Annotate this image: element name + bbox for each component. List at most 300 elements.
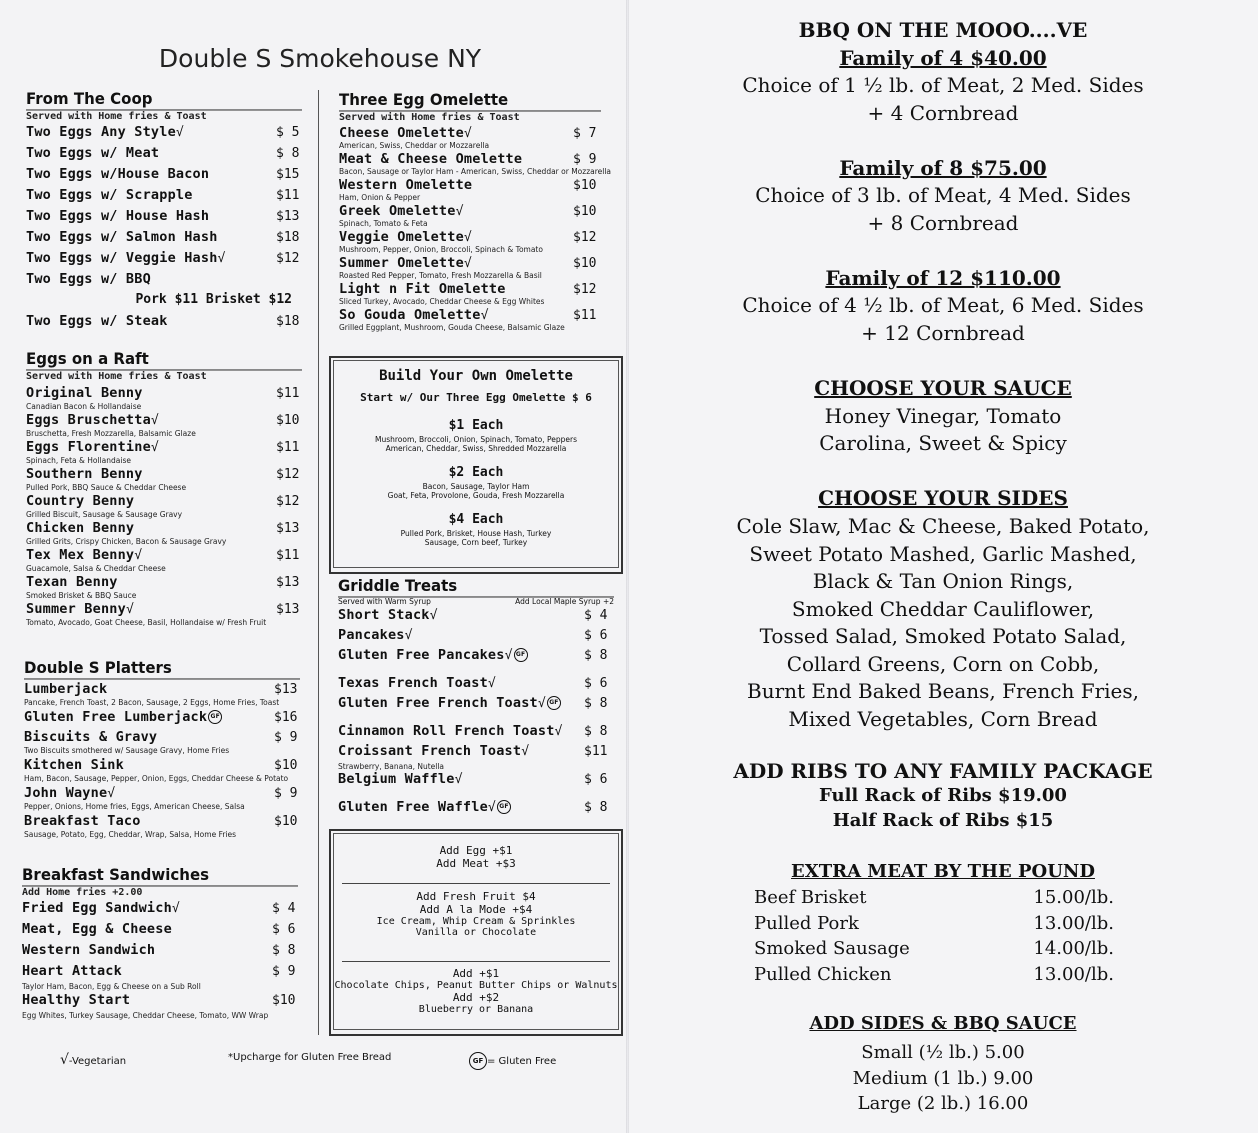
item-price: $13 [276,209,300,224]
item-name-wrap [339,125,472,141]
menu-item [24,729,300,755]
item-description: Smoked Brisket & BBQ Sauce [26,591,137,600]
byo-tier2-a: Bacon, Sausage, Taylor Ham [422,482,530,491]
item-name-wrap [26,187,193,203]
item-name-wrap [22,900,180,916]
addon-fruit: Add Fresh Fruit $4 [416,890,536,903]
size-option: Large (2 lb.) 16.00 [857,1093,1029,1114]
vegetarian-icon: √ [107,786,116,801]
meat-name: Beef Brisket [754,887,867,908]
vegetarian-icon: √ [125,602,134,617]
menu-item-row [26,145,302,166]
meat-price: 13.00/lb. [1033,963,1114,985]
item-name: Two Eggs Any Style [26,124,176,140]
menu-item [339,229,601,254]
ribs-heading: ADD RIBS TO ANY FAMILY PACKAGE [733,759,1153,783]
item-price: $15 [276,167,300,182]
item-name: Healthy Start [22,992,131,1008]
item-name-wrap [339,151,522,167]
item-name: Two Eggs w/ Veggie Hash [26,250,218,266]
item-name-wrap [26,547,142,563]
menu-item-row [24,681,300,699]
item-name: Eggs Bruschetta [26,412,151,428]
sides-heading: CHOOSE YOUR SIDES [818,486,1068,510]
menu-item-row [22,942,298,962]
item-name-wrap [339,229,472,245]
item-name-wrap [26,250,226,266]
item-price: $10 [274,758,298,773]
vegetarian-icon: √ [487,800,496,815]
bbq-options: Pork $11 Brisket $12 [135,292,292,307]
item-name-wrap [338,627,413,643]
meat-row [754,913,1114,939]
item-name-wrap [26,385,143,401]
menu-item-row [26,466,302,484]
vegetarian-icon: √ [537,696,546,711]
item-name: Biscuits & Gravy [24,729,158,745]
maple-syrup-note: Add Local Maple Syrup +2 [515,597,614,606]
vegetarian-icon: √ [60,1052,69,1068]
menu-item [26,601,302,627]
item-name-wrap [22,992,130,1008]
item-price: $ 6 [584,628,608,643]
item-description: Sausage, Potato, Egg, Cheddar, Wrap, Salsa, Home Fries [24,830,237,839]
addon-a-la-mode-flavors: Vanilla or Chocolate [415,927,537,938]
item-description: Spinach, Feta & Hollandaise [26,456,131,465]
menu-item-row [338,607,614,627]
vegetarian-icon: √ [463,256,472,271]
item-description: Grilled Biscuit, Sausage & Sausage Gravy [26,510,183,519]
item-name-wrap [26,208,209,224]
menu-item-row [26,250,302,271]
meat-name: Smoked Sausage [754,938,910,959]
item-description: Sliced Turkey, Avocado, Cheddar Cheese & Egg Whites [339,297,545,306]
byo-start: Start w/ Our Three Egg Omelette $ 6 [360,391,592,404]
vegetarian-icon: √ [480,308,489,323]
menu-item-row [339,307,601,324]
meat-row [754,887,1114,913]
item-price: $12 [276,467,300,482]
item-price: $11 [276,548,300,563]
menu-item-row [338,695,614,715]
item-description: Canadian Bacon & Hollandaise [26,402,142,411]
family-8-line2: + 8 Cornbread [867,211,1019,235]
byo-tier1-a: Mushroom, Broccoli, Onion, Spinach, Tomato, Peppers [374,435,578,444]
item-name: Lumberjack [24,681,108,697]
item-price: $ 4 [272,901,296,916]
item-name: Cinnamon Roll French Toast [338,723,555,739]
menu-item-row [338,647,614,667]
item-name: Two Eggs w/House Bacon [26,166,210,182]
menu-item [26,124,302,145]
extra-meat-heading: EXTRA MEAT BY THE POUND [791,861,1095,882]
meat-row [754,938,1114,964]
item-name: Belgium Waffle [338,771,455,787]
vegetarian-icon: √ [404,628,413,643]
menu-item [24,709,300,727]
item-name-wrap [26,520,134,536]
menu-item [26,250,302,271]
side-option: Cole Slaw, Mac & Cheese, Baked Potato, [736,514,1150,538]
meat-price: 15.00/lb. [1033,887,1114,908]
menu-item [26,466,302,492]
item-name: Tex Mex Benny [26,547,135,563]
gluten-free-icon: GF [547,696,561,710]
item-name-wrap [338,607,438,623]
section-heading: Double S Platters [24,659,300,680]
item-name: Cheese Omelette [339,125,464,141]
legend-gluten-bread: *Upcharge for Gluten Free Bread [228,1052,392,1063]
side-option: Mixed Vegetables, Corn Bread [788,706,1098,731]
item-price: $ 9 [573,152,597,167]
side-option: Tossed Salad, Smoked Potato Salad, [759,624,1127,648]
item-description: Tomato, Avocado, Goat Cheese, Basil, Hollandaise w/ Fresh Fruit [26,618,267,627]
sauce-heading: CHOOSE YOUR SAUCE [814,376,1072,400]
menu-item [338,647,614,667]
item-name: Short Stack [338,607,430,623]
item-name: Eggs Florentine [26,439,151,455]
menu-item [338,743,614,771]
menu-item [26,145,302,166]
item-price: $10 [573,256,597,271]
menu-item [26,493,302,519]
item-name-wrap [338,771,463,787]
family-12-line2: + 12 Cornbread [861,321,1025,345]
vegetarian-icon: √ [217,251,226,266]
legend-gluten-free: GF = Gluten Free [468,1052,556,1070]
menu-item [26,313,302,335]
sides-list [628,513,1258,733]
menu-item [26,229,302,250]
bbq-page [628,0,1258,1133]
menu-item-row [339,125,601,142]
menu-item-row [22,963,298,983]
item-name: Western Omelette [339,177,473,193]
item-name: Croissant French Toast [338,743,522,759]
family-12-heading: Family of 12 $110.00 [825,266,1061,290]
menu-item-row [338,771,614,791]
item-price: $ 4 [584,608,608,623]
item-description: Egg Whites, Turkey Sausage, Cheddar Cheese, Tomato, WW Wrap [22,1011,269,1020]
item-name-wrap [24,785,115,801]
menu-item [22,992,298,1020]
item-price: $12 [573,282,597,297]
menu-item [26,520,302,546]
item-price: $ 8 [276,146,300,161]
meat-row [754,964,1114,990]
item-description: Taylor Ham, Bacon, Egg & Cheese on a Sub Roll [22,982,201,991]
item-name-wrap [26,574,118,590]
menu-item [26,208,302,229]
item-description: Pepper, Onions, Home fries, Eggs, American Cheese, Salsa [24,802,245,811]
item-price: $ 9 [274,786,298,801]
size-list [628,1040,1258,1117]
byo-tier2: $2 Each [448,465,504,480]
menu-item [22,963,298,991]
addon-a-la-mode-desc: Ice Cream, Whip Cream & Sprinkles [376,916,576,927]
item-name: Chicken Benny [26,520,135,536]
item-name-wrap [24,813,141,829]
item-name-wrap [26,124,184,140]
item-name: Kitchen Sink [24,757,124,773]
item-name-wrap [24,681,107,697]
menu-item-row [339,177,601,194]
meat-price: 13.00/lb. [1033,912,1114,934]
section-eggs-on-a-raft [26,350,302,628]
item-name-wrap [339,177,472,193]
gluten-free-icon: GF [497,800,511,814]
omelette-items [339,125,612,332]
coop-items [26,124,302,292]
item-price: $10 [274,814,298,829]
item-price: $11 [276,188,300,203]
item-name-wrap [24,709,222,725]
bbq-title: BBQ ON THE MOOO....VE [798,18,1088,42]
menu-item-row [24,785,300,803]
menu-item [24,757,300,783]
restaurant-title: Double S Smokehouse NY [158,44,482,73]
menu-item-row [26,229,302,250]
item-price: $ 7 [573,126,597,141]
section-heading: Griddle Treats [338,577,614,598]
section-heading: From The Coop [26,90,302,111]
item-price: $13 [276,521,300,536]
item-price: $11 [276,440,300,455]
item-price: $13 [276,575,300,590]
item-price: $13 [274,682,298,697]
meat-name: Pulled Chicken [754,963,892,985]
gluten-free-icon: GF [469,1052,487,1070]
menu-item-row [22,900,298,920]
section-heading: Three Egg Omelette [339,91,601,112]
build-your-own-box [329,356,623,574]
item-name-wrap [26,466,143,482]
menu-item [339,281,601,306]
item-name-wrap [22,942,155,958]
menu-item-row [26,547,302,565]
item-name: Veggie Omelette [339,229,464,245]
item-price: $ 8 [584,800,608,815]
item-description: American, Swiss, Cheddar or Mozzarella [339,141,490,150]
item-name-wrap [338,647,528,663]
menu-item-row [339,255,601,272]
item-name: Greek Omelette [339,203,456,219]
item-name: Pancakes [338,627,405,643]
item-name: Summer Benny [26,601,126,617]
gluten-free-icon: GF [514,648,528,662]
griddle-items [338,607,614,819]
platter-items [24,681,300,839]
meat-price: 14.00/lb. [1033,938,1114,959]
byo-tier2-b: Goat, Feta, Provolone, Gouda, Fresh Mozzarella [387,491,565,500]
extra-meat-table [754,887,1114,989]
menu-item [338,723,614,743]
family-4-line1: Choice of 1 ½ lb. of Meat, 2 Med. Sides [742,73,1144,97]
item-name: Summer Omelette [339,255,464,271]
item-price: $10 [276,413,300,428]
item-description: Pancake, French Toast, 2 Bacon, Sausage, 2 Eggs, Home Fries, Toast [24,698,280,707]
item-name-wrap [339,255,472,271]
item-name: Gluten Free Pancakes [338,647,505,663]
menu-item [24,813,300,839]
item-price: $11 [584,744,608,759]
item-name-wrap [26,229,218,245]
item-name-wrap [338,723,563,739]
family-4-heading: Family of 4 $40.00 [839,46,1047,70]
menu-item-row [24,709,300,727]
section-subtitle: Add Home fries +2.00 [22,887,143,898]
item-name: Two Eggs w/ Salmon Hash [26,229,218,245]
section-three-egg-omelette [339,90,612,333]
item-name: Breakfast Taco [24,813,141,829]
item-price: $ 8 [584,648,608,663]
item-name-wrap [24,729,157,745]
section-heading: Eggs on a Raft [26,350,302,371]
item-description: Grilled Eggplant, Mushroom, Gouda Cheese, Balsamic Glaze [339,323,565,332]
menu-item [339,203,601,228]
item-name: Two Eggs w/ Meat [26,145,160,161]
item-description: Grilled Grits, Crispy Chicken, Bacon & Sausage Gravy [26,537,227,546]
menu-item [339,151,612,176]
item-name: Light n Fit Omelette [339,281,506,297]
vegetarian-icon: √ [134,548,143,563]
family-4-line2: + 4 Cornbread [867,101,1019,125]
item-description: Spinach, Tomato & Feta [339,219,428,228]
menu-item-row [26,493,302,511]
menu-item-row [22,921,298,941]
menu-item-row [26,385,302,403]
item-description: Pulled Pork, BBQ Sauce & Cheddar Cheese [26,483,187,492]
menu-item-row [26,271,302,292]
menu-item-row [338,627,614,647]
item-price: $13 [276,602,300,617]
sandwich-items [22,900,298,1020]
item-price: $18 [276,314,300,329]
item-name: Texan Benny [26,574,118,590]
item-name-wrap [22,921,172,937]
menu-item [22,900,298,920]
menu-item-row [26,412,302,430]
menu-item-row [26,439,302,457]
menu-item [338,799,614,819]
item-name: Two Eggs w/ House Hash [26,208,210,224]
menu-item [26,547,302,573]
section-double-s-platters [24,659,300,841]
byo-tier4: $4 Each [448,512,504,527]
menu-item [26,574,302,600]
side-option: Black & Tan Onion Rings, [812,569,1074,593]
item-name: Gluten Free Lumberjack [24,709,208,725]
item-name-wrap [338,743,529,759]
menu-item-row [24,757,300,775]
item-name-wrap [26,271,151,287]
vegetarian-icon: √ [463,126,472,141]
item-description: Guacamole, Salsa & Cheddar Cheese [26,564,166,573]
menu-item-row [339,281,601,298]
item-name: Western Sandwich [22,942,156,958]
item-description: Mushroom, Pepper, Onion, Broccoli, Spinach & Tomato [339,245,543,254]
item-name-wrap [22,963,122,979]
menu-item [24,785,300,811]
menu-item [26,412,302,438]
item-price: $10 [573,204,597,219]
item-name: Original Benny [26,385,143,401]
menu-item-row [26,166,302,187]
item-name: So Gouda Omelette [339,307,481,323]
item-price: $ 8 [584,696,608,711]
item-name: Two Eggs w/ BBQ [26,271,151,287]
item-price: $12 [573,230,597,245]
item-name: Country Benny [26,493,135,509]
item-price: $11 [573,308,597,323]
item-name-wrap [26,145,159,161]
menu-item-row [26,574,302,592]
vegetarian-icon: √ [171,901,180,916]
column-divider [318,90,319,1035]
item-name: Fried Egg Sandwich [22,900,172,916]
menu-item [338,771,614,791]
family-12-line1: Choice of 4 ½ lb. of Meat, 6 Med. Sides [742,293,1144,317]
sauce-line1: Honey Vinegar, Tomato [824,404,1062,428]
item-description: Two Biscuits smothered w/ Sausage Gravy, Home Fries [24,746,230,755]
byo-tier4-a: Pulled Pork, Brisket, House Hash, Turkey [400,529,552,538]
menu-item [26,385,302,411]
addon-egg: Add Egg +$1 [439,844,513,857]
menu-item [26,271,302,292]
ribs-full: Full Rack of Ribs $19.00 [819,785,1067,806]
menu-item [22,921,298,941]
item-name-wrap [26,439,159,455]
item-description: Roasted Red Pepper, Tomato, Fresh Mozzarella & Basil [339,271,542,280]
menu-item-row [26,520,302,538]
menu-item [338,627,614,647]
item-name-wrap [24,757,124,773]
item-description: Bacon, Sausage or Taylor Ham - American, Swiss, Cheddar or Mozzarella [339,167,612,176]
item-price: $ 6 [584,772,608,787]
item-price: $18 [276,230,300,245]
item-name: Southern Benny [26,466,143,482]
item-description: Ham, Bacon, Sausage, Pepper, Onion, Eggs, Cheddar Cheese & Potato [24,774,289,783]
section-griddle-treats [338,577,614,819]
raft-items [26,385,302,627]
vegetarian-icon: √ [175,125,184,140]
menu-item-row [339,229,601,246]
item-name-wrap [338,675,496,691]
menu-item [339,177,601,202]
section-breakfast-sandwiches [22,866,298,1021]
vegetarian-icon: √ [150,413,159,428]
menu-item [26,187,302,208]
menu-item-row [26,124,302,145]
add-sides-heading: ADD SIDES & BBQ SAUCE [809,1013,1077,1034]
menu-item-row [339,203,601,220]
addon-1: Add +$1 [452,967,500,980]
section-heading: Breakfast Sandwiches [22,866,298,887]
side-option: Smoked Cheddar Cauliflower, [791,596,1095,621]
item-name: Meat & Cheese Omelette [339,151,523,167]
item-name-wrap [26,493,134,509]
item-name: Gluten Free French Toast [338,695,538,711]
section-subtitle: Served with Home fries & Toast [26,111,207,122]
addon-meat: Add Meat +$3 [436,857,516,870]
menu-item [339,307,601,332]
menu-item [338,675,614,695]
menu-item-row [26,601,302,619]
menu-item [339,125,601,150]
item-price: $ 9 [274,730,298,745]
item-price: $11 [276,386,300,401]
addon-2: Add +$2 [452,991,500,1004]
